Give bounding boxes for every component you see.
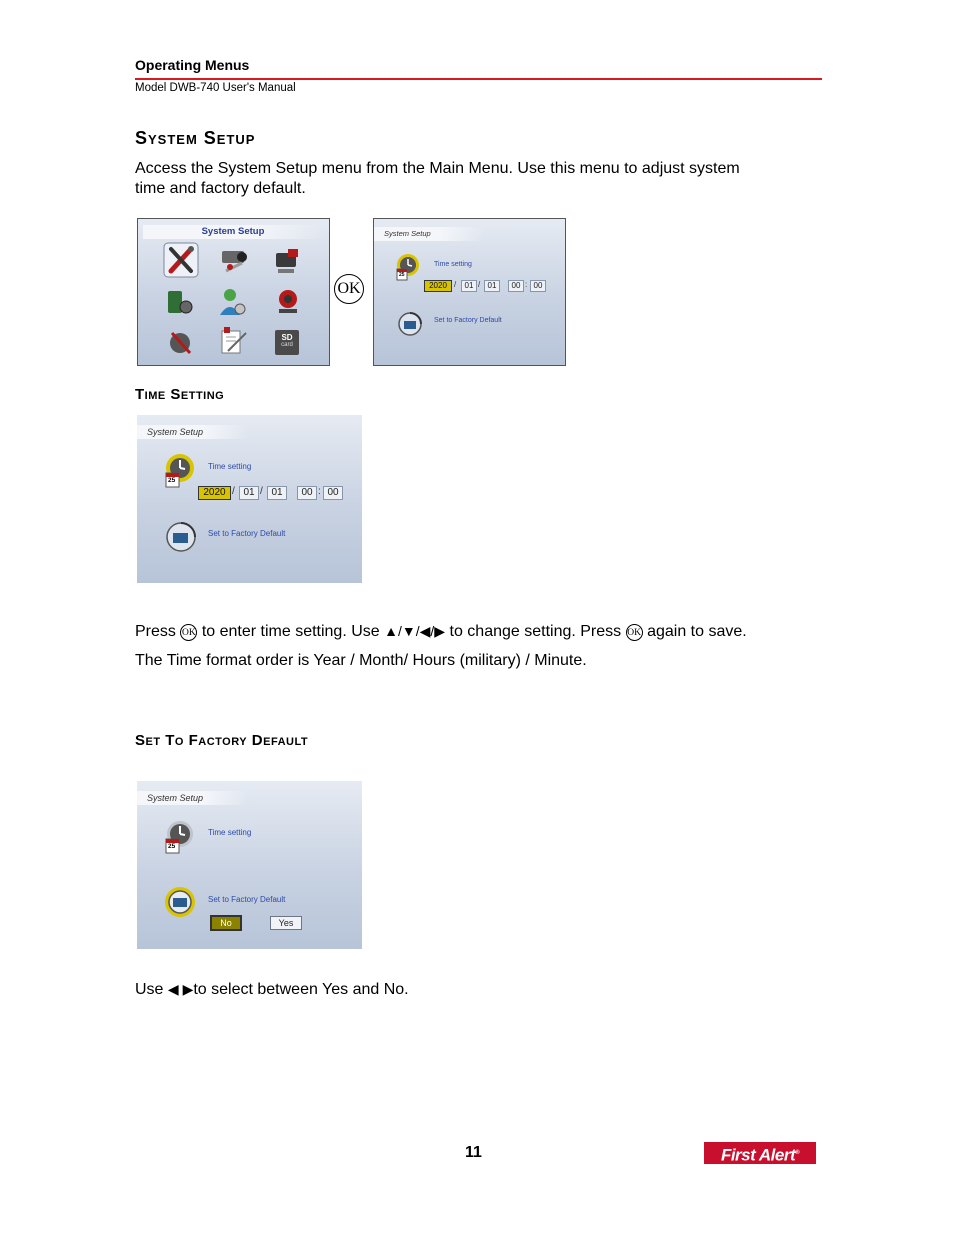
- calendar-day: 25: [399, 272, 405, 278]
- intro-line-2: time and factory default.: [135, 180, 306, 197]
- minute-field[interactable]: 00: [530, 280, 546, 292]
- time-separator: :: [318, 486, 321, 497]
- factory-default-screenshot: [137, 781, 362, 949]
- enter-text: to enter time setting. Use: [201, 623, 380, 640]
- time-setting-label: Time setting: [208, 828, 252, 837]
- no-button[interactable]: No: [210, 915, 242, 931]
- factory-reset-icon: [397, 311, 423, 337]
- menu-icon-grid: [138, 219, 329, 365]
- document-icon: [222, 327, 246, 353]
- factory-default-label: Set to Factory Default: [208, 529, 286, 538]
- ok-icon: OK: [180, 624, 197, 641]
- intro-line-1: Access the System Setup menu from the Main Menu. Use this menu to adjust system: [135, 160, 740, 177]
- battery-icon: [168, 291, 192, 313]
- year-field[interactable]: 2020: [424, 280, 452, 292]
- time-setting-instructions: [135, 621, 747, 642]
- recorder-icon: [276, 249, 298, 273]
- time-separator: :: [525, 280, 528, 289]
- again-text: again to save.: [647, 623, 747, 640]
- factory-default-label: Set to Factory Default: [434, 317, 502, 324]
- month-field[interactable]: 01: [461, 280, 477, 292]
- date-separator: /: [232, 486, 235, 497]
- screen-title: System Setup: [374, 227, 484, 241]
- header-title: Operating Menus: [135, 57, 250, 73]
- select-text: to select between Yes and No.: [193, 981, 409, 998]
- date-separator: /: [478, 280, 481, 289]
- time-format-note: The Time format order is Year / Month/ Hours (military) / Minute.: [135, 652, 587, 669]
- screen-title: System Setup: [137, 425, 247, 439]
- system-setup-screenshot-small: [373, 218, 566, 366]
- calendar-day: 25: [168, 477, 176, 484]
- year-field[interactable]: 2020: [198, 486, 231, 500]
- logo-registered-mark: ®: [795, 1150, 800, 1156]
- factory-reset-icon: [163, 885, 197, 919]
- header-subtitle: Model DWB-740 User's Manual: [135, 82, 296, 94]
- alarm-icon: [279, 290, 297, 313]
- clock-icon: [394, 253, 420, 283]
- user-icon: [220, 289, 245, 315]
- month-field[interactable]: 01: [239, 486, 259, 500]
- calendar-day: 25: [168, 843, 176, 850]
- date-separator: /: [454, 280, 457, 289]
- left-right-arrows-icon: ◀ ▶: [167, 981, 194, 997]
- time-setting-label: Time setting: [434, 261, 472, 268]
- system-setup-menu-screenshot: [137, 218, 330, 366]
- factory-default-instructions: [135, 979, 409, 1000]
- ok-icon: OK: [626, 624, 643, 641]
- date-separator: /: [260, 486, 263, 497]
- header-rule: [135, 78, 822, 80]
- factory-reset-icon: [165, 521, 197, 553]
- day-field[interactable]: 01: [267, 486, 287, 500]
- ok-button-icon: OK: [334, 274, 364, 304]
- menu-title: System Setup: [143, 225, 323, 239]
- section-heading-factory-default: Set To Factory Default: [135, 732, 309, 749]
- minute-field[interactable]: 00: [323, 486, 343, 500]
- press-text: Press: [135, 623, 176, 640]
- section-heading-time-setting: Time Setting: [135, 386, 225, 403]
- use-text: Use: [135, 981, 164, 998]
- logo-text: First Alert: [720, 1145, 796, 1165]
- first-alert-logo: [704, 1142, 816, 1164]
- page-number: 11: [465, 1144, 482, 1161]
- sd-card-sublabel: card: [281, 342, 293, 348]
- hour-field[interactable]: 00: [297, 486, 317, 500]
- change-text: to change setting. Press: [449, 623, 622, 640]
- screen-title: System Setup: [137, 791, 247, 805]
- time-setting-screenshot: [137, 415, 362, 583]
- day-field[interactable]: 01: [484, 280, 500, 292]
- factory-default-label: Set to Factory Default: [208, 895, 286, 904]
- time-setting-label: Time setting: [208, 462, 252, 471]
- arrow-keys-icon: ▲/▼/◀/▶: [384, 623, 446, 639]
- sd-card-label: SD: [281, 333, 293, 342]
- hour-field[interactable]: 00: [508, 280, 524, 292]
- network-icon: [170, 333, 190, 353]
- yes-button[interactable]: Yes: [270, 916, 302, 930]
- camera-settings-icon: [222, 251, 247, 271]
- section-heading-system-setup: System Setup: [135, 128, 256, 148]
